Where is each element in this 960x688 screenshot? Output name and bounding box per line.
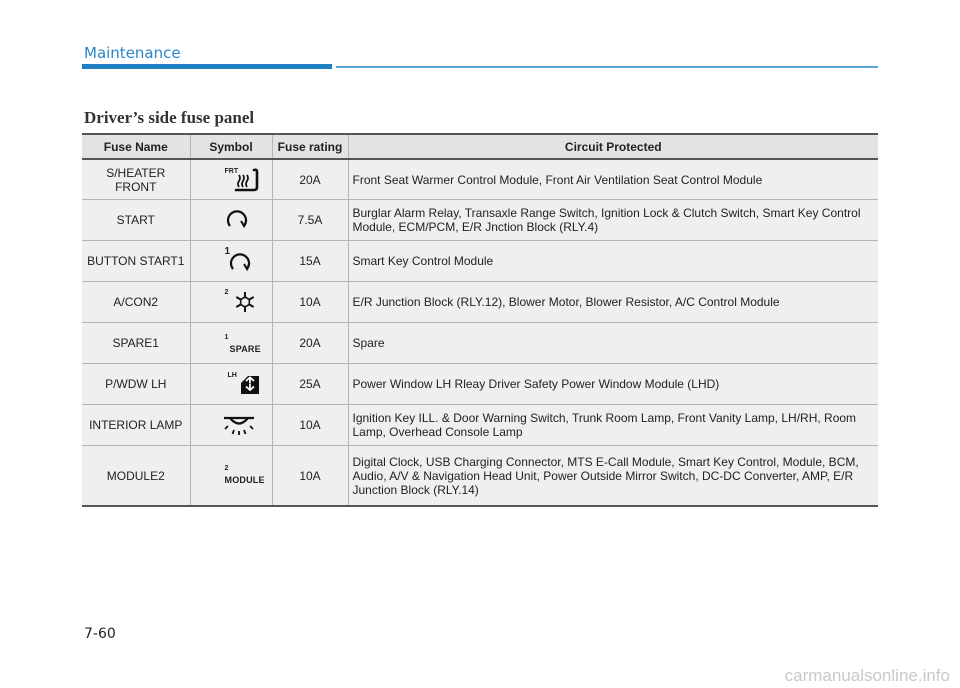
circuit-protected: Spare (348, 323, 878, 364)
fuse-rating: 25A (272, 364, 348, 405)
section-rule-thin (336, 66, 878, 68)
section-title: Maintenance (84, 44, 181, 62)
column-header-symbol: Symbol (190, 134, 272, 159)
fuse-rating: 20A (272, 159, 348, 200)
symbol-label: 1 (224, 334, 229, 341)
fuse-rating: 20A (272, 323, 348, 364)
table-row (82, 241, 878, 282)
snowflake-icon (234, 291, 256, 313)
fuse-name-cell (82, 446, 190, 507)
symbol-cell (190, 364, 272, 405)
symbol-cell (190, 405, 272, 446)
symbol-cell (190, 241, 272, 282)
watermark: carmanualsonline.info (784, 666, 950, 685)
fuse-name-cell (82, 241, 190, 282)
fuse-name: INTERIOR LAMP (89, 418, 183, 432)
fuse-name: P/WDW LH (105, 377, 167, 391)
column-header-fuse-name: Fuse Name (82, 134, 190, 159)
symbol-label: 1 (224, 246, 231, 257)
circuit-protected: E/R Junction Block (RLY.12), Blower Motor, Blower Resistor, A/C Control Module (348, 282, 878, 323)
symbol-cell (190, 159, 272, 200)
fuse-name: S/HEATER FRONT (106, 165, 166, 194)
symbol-cell (190, 282, 272, 323)
table-row (82, 323, 878, 364)
column-header-fuse-rating: Fuse rating (272, 134, 348, 159)
power-window-icon (239, 374, 261, 396)
table-row (82, 446, 878, 507)
fuse-name-cell (82, 405, 190, 446)
table-row (82, 364, 878, 405)
seat-heater-icon (233, 168, 259, 192)
fuse-rating: 10A (272, 282, 348, 323)
fuse-name-cell (82, 282, 190, 323)
circuit-protected: Smart Key Control Module (348, 241, 878, 282)
table-row (82, 159, 878, 200)
table-row (82, 200, 878, 241)
section-rule-thick (82, 64, 332, 69)
symbol-word: MODULE (224, 475, 265, 485)
circuit-protected: Digital Clock, USB Charging Connector, MTS E-Call Module, Smart Key Control, Module, BCM, Audio, A/V & Navigation Head Unit, Power Outside Mirror Switch, DC-DC Converter, AMP, E/R Junction Block (RLY.14) (348, 446, 878, 507)
symbol-cell (190, 446, 272, 507)
symbol-label: LH (227, 372, 237, 379)
fuse-name: BUTTON START1 (87, 254, 185, 268)
symbol-cell (190, 200, 272, 241)
circuit-protected: Burglar Alarm Relay, Transaxle Range Switch, Ignition Lock & Clutch Switch, Smart Key Control Module, ECM/PCM, E/R Jnction Block (RLY.4) (348, 200, 878, 241)
fuse-name-cell (82, 200, 190, 241)
dome-lamp-icon (222, 415, 256, 435)
fuse-name: START (116, 213, 155, 227)
fuse-table (82, 133, 878, 507)
symbol-cell (190, 323, 272, 364)
symbol-label: 2 (224, 465, 229, 472)
start-loop-icon (228, 251, 252, 275)
start-loop-icon (225, 208, 249, 232)
fuse-name-cell (82, 159, 190, 200)
fuse-name: A/CON2 (113, 295, 159, 309)
circuit-protected: Ignition Key ILL. & Door Warning Switch, Trunk Room Lamp, Front Vanity Lamp, LH/RH, Room Lamp, Overhead Console Lamp (348, 405, 878, 446)
table-header-row (82, 134, 878, 159)
table-row (82, 405, 878, 446)
fuse-rating: 10A (272, 405, 348, 446)
fuse-name: MODULE2 (106, 468, 165, 483)
symbol-word: SPARE (229, 344, 261, 354)
fuse-rating: 7.5A (272, 200, 348, 241)
table-row (82, 282, 878, 323)
column-header-circuit-protected: Circuit Protected (348, 134, 878, 159)
fuse-rating: 10A (272, 446, 348, 507)
fuse-name-cell (82, 323, 190, 364)
fuse-name-cell (82, 364, 190, 405)
page-number: 7-60 (84, 626, 116, 642)
page-heading: Driver’s side fuse panel (84, 108, 255, 127)
symbol-label: FRT (224, 168, 239, 175)
circuit-protected: Front Seat Warmer Control Module, Front Air Ventilation Seat Control Module (348, 159, 878, 200)
fuse-rating: 15A (272, 241, 348, 282)
symbol-label: 2 (224, 289, 229, 296)
circuit-protected: Power Window LH Rleay Driver Safety Power Window Module (LHD) (348, 364, 878, 405)
fuse-name: SPARE1 (112, 336, 159, 350)
